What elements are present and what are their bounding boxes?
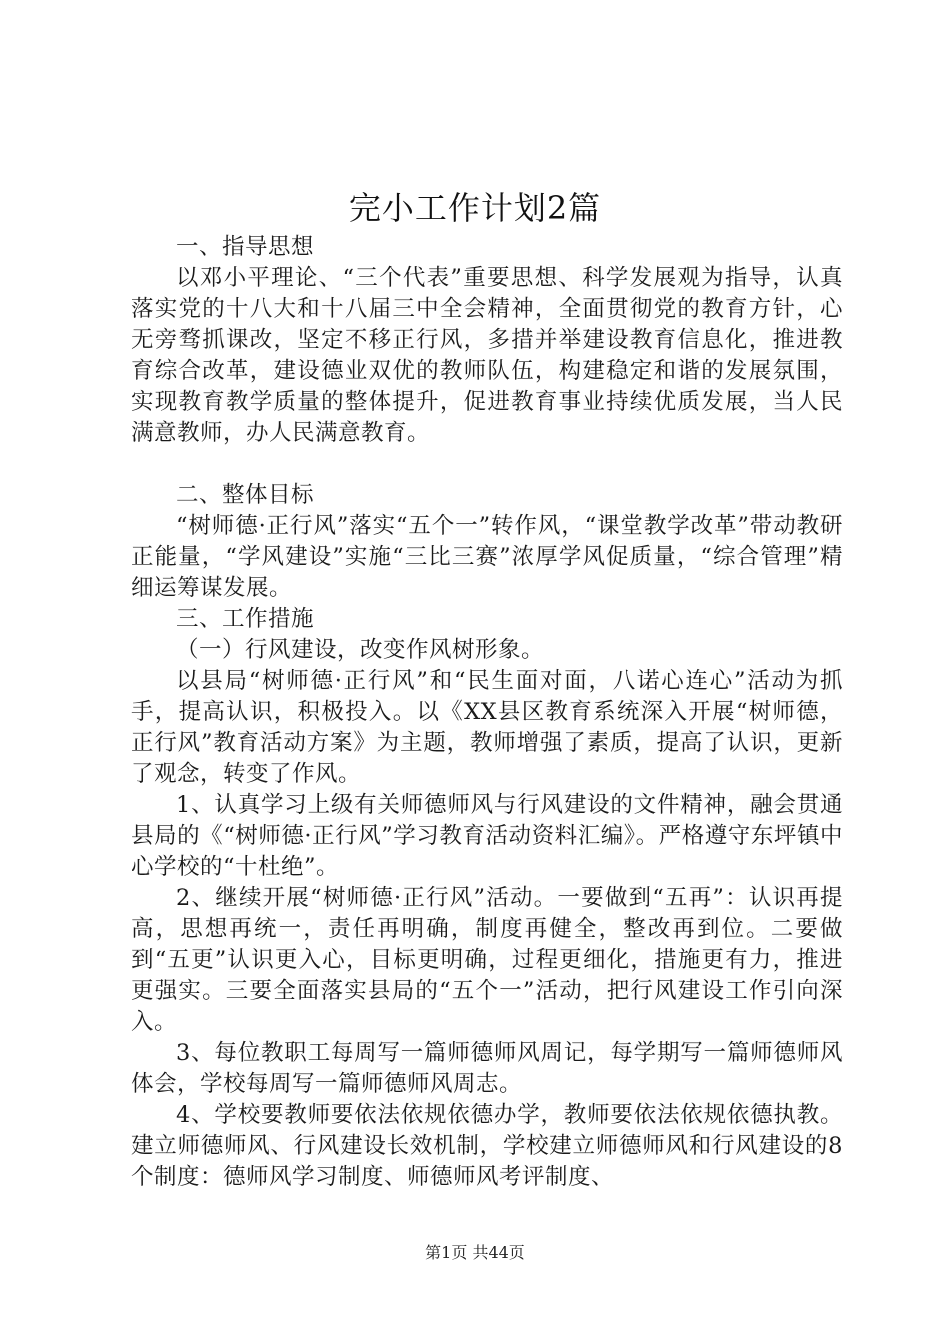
paragraph-guiding-thought: 以邓小平理论、“三个代表”重要思想、科学发展观为指导，认真落实党的十八大和十八届三中全会精神，全面贯彻党的教育方针，心无旁骛抓课改，坚定不移正行风，多措并举建设教育信息化，推进教育综合改革，建设德业双优的教师队伍，构建稳定和谐的发展氛围，实现教育教学质量的整体提升，促进教育事业持续优质发展，当人民满意教师，办人民满意教育。	[131, 265, 843, 446]
document-title: 完小工作计划2篇	[348, 189, 602, 227]
list-item-3: 3、每位教职工每周写一篇师德师风周记，每学期写一篇师德师风体会，学校每周写一篇师德师风周志。	[131, 1040, 843, 1097]
list-item-2: 2、继续开展“树师德·正行风”活动。一要做到“五再”：认识再提高，思想再统一，责任再明确，制度再健全，整改再到位。二要做到“五更”认识更入心，目标更明确，过程更细化，措施更有力，推进更强实。三要全面落实县局的“五个一”活动，把行风建设工作引向深入。	[131, 885, 843, 1035]
section-heading-guiding-thought: 一、指导思想	[176, 234, 315, 260]
section-heading-overall-goal: 二、整体目标	[176, 482, 315, 508]
page-number-footer: 第1页 共44页	[425, 1243, 525, 1262]
section-heading-work-measures: 三、工作措施	[176, 606, 315, 632]
subsection-heading-conduct: （一）行风建设，改变作风树形象。	[176, 637, 545, 663]
paragraph-gap	[131, 449, 843, 480]
paragraph-overall-goal: “树师德·正行风”落实“五个一”转作风，“课堂教学改革”带动教研正能量，“学风建设”实施“三比三赛”浓厚学风促质量，“综合管理”精细运筹谋发展。	[131, 513, 843, 601]
list-item-4: 4、学校要教师要依法依规依德办学，教师要依法依规依德执教。建立师德师风、行风建设长效机制，学校建立师德师风和行风建设的8个制度：德师风学习制度、师德师风考评制度、	[131, 1102, 843, 1190]
list-item-1: 1、认真学习上级有关师德师风与行风建设的文件精神，融会贯通县局的《“树师德·正行风”学习教育活动资料汇编》。严格遵守东坪镇中心学校的“十杜绝”。	[131, 792, 843, 880]
document-body	[131, 232, 843, 1193]
paragraph-conduct-intro: 以县局“树师德·正行风”和“民生面对面，八诺心连心”活动为抓手，提高认识，积极投入。以《XX县区教育系统深入开展“树师德，正行风”教育活动方案》为主题，教师增强了素质，提高了认识，更新了观念，转变了作风。	[131, 668, 843, 787]
